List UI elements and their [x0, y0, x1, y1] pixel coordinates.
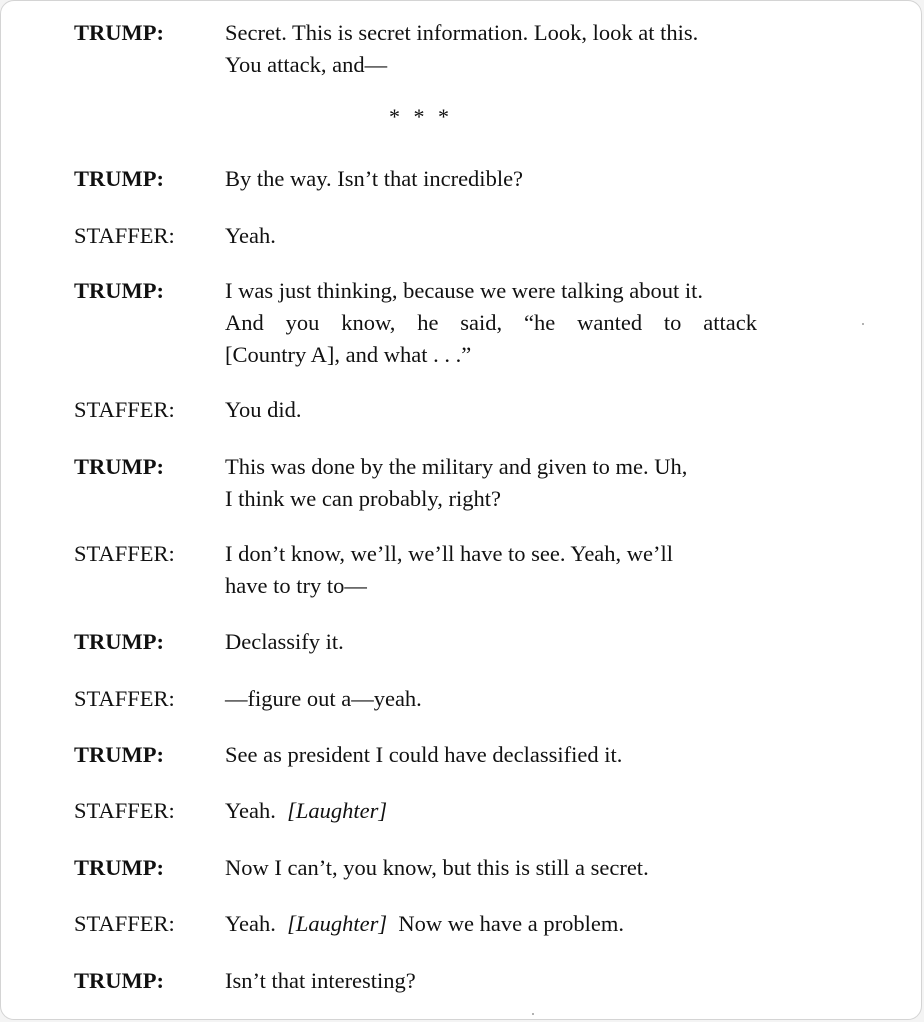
- dialogue-text: [225, 451, 757, 515]
- speaker-label: TRUMP:: [74, 629, 164, 654]
- dialogue-text: [225, 795, 757, 827]
- dialogue-line: have to try to—: [225, 573, 367, 598]
- speaker-label: STAFFER:: [74, 911, 175, 936]
- speaker-label: STAFFER:: [74, 397, 175, 422]
- speaker-label: STAFFER:: [74, 541, 175, 566]
- dialogue-line: I think we can probably, right?: [225, 486, 501, 511]
- dialogue-line: I don’t know, we’ll, we’ll have to see. Yeah, we’ll: [225, 541, 674, 566]
- dialogue-line: Secret. This is secret information. Look, look at this.: [225, 20, 699, 45]
- dialogue-line: Isn’t that interesting?: [225, 968, 416, 993]
- speaker-label: TRUMP:: [74, 454, 164, 479]
- dialogue-line: [225, 795, 757, 827]
- dialogue-text: [225, 965, 757, 997]
- dialogue-words: Now we have a problem.: [398, 911, 624, 936]
- dialogue-line: You did.: [225, 397, 302, 422]
- dialogue-line: See as president I could have declassified it.: [225, 742, 623, 767]
- dialogue-text: [225, 739, 757, 771]
- scan-speck: [532, 1013, 534, 1015]
- dialogue-line: Yeah.: [225, 223, 276, 248]
- dialogue-text: [225, 908, 757, 940]
- dialogue-line: I was just thinking, because we were talking about it.: [225, 278, 704, 303]
- scan-speck: [862, 323, 864, 325]
- speaker-label: TRUMP:: [74, 20, 164, 45]
- dialogue-line: And you know, he said, “he wanted to attack: [225, 310, 757, 335]
- dialogue-line: [Country A], and what . . .”: [225, 342, 472, 367]
- dialogue-words: Yeah.: [225, 911, 276, 936]
- speaker-label: TRUMP:: [74, 968, 164, 993]
- section-separator: * * *: [389, 104, 453, 129]
- speaker-label: STAFFER:: [74, 798, 175, 823]
- dialogue-text: [225, 626, 757, 658]
- dialogue-text: [225, 275, 757, 371]
- dialogue-line: [225, 908, 757, 940]
- dialogue-text: [225, 220, 757, 252]
- dialogue-line: Declassify it.: [225, 629, 344, 654]
- dialogue-text: [225, 163, 757, 195]
- dialogue-words: Yeah.: [225, 798, 276, 823]
- dialogue-text: [225, 538, 757, 602]
- dialogue-line: This was done by the military and given to me. Uh,: [225, 454, 688, 479]
- dialogue-text: [225, 683, 757, 715]
- speaker-label: TRUMP:: [74, 166, 164, 191]
- speaker-label: TRUMP:: [74, 855, 164, 880]
- dialogue-line: By the way. Isn’t that incredible?: [225, 166, 524, 191]
- dialogue-line: —figure out a—yeah.: [225, 686, 422, 711]
- dialogue-text: [225, 852, 757, 884]
- speaker-label: TRUMP:: [74, 278, 164, 303]
- dialogue-line: Now I can’t, you know, but this is still a secret.: [225, 855, 649, 880]
- stage-direction: [Laughter]: [287, 798, 388, 823]
- dialogue-text: [225, 394, 757, 426]
- speaker-label: STAFFER:: [74, 223, 175, 248]
- dialogue-text: [225, 17, 757, 81]
- speaker-label: STAFFER:: [74, 686, 175, 711]
- stage-direction: [Laughter]: [287, 911, 388, 936]
- speaker-label: TRUMP:: [74, 742, 164, 767]
- dialogue-line: You attack, and—: [225, 52, 388, 77]
